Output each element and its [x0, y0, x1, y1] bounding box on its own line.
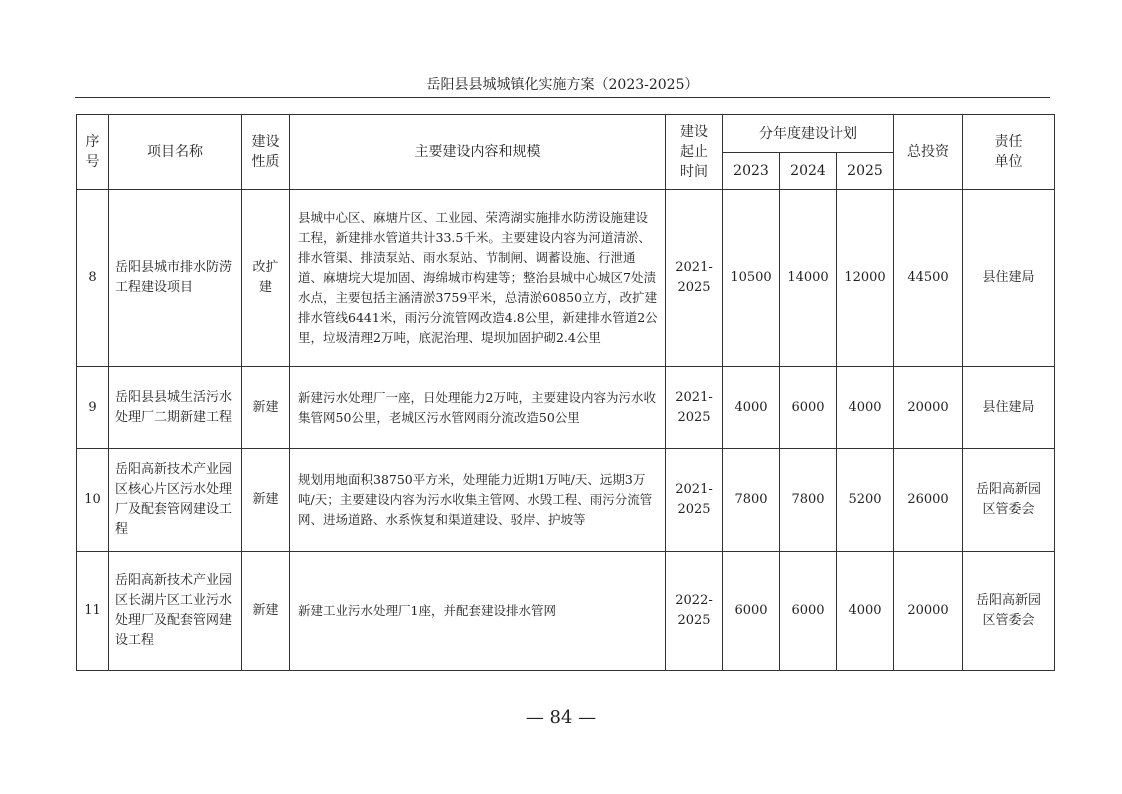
- header-seq: 序号: [77, 115, 109, 190]
- row-nature: 新建: [242, 367, 290, 449]
- row-content: 新建污水处理厂一座，日处理能力2万吨，主要建设内容为污水收集管网50公里，老城区污水管网雨分流改造50公里: [290, 367, 666, 449]
- row-plan-2023: 10500: [723, 190, 780, 367]
- project-table: [76, 114, 1055, 671]
- row-plan-2024: 14000: [780, 190, 837, 367]
- header-year-2023: 2023: [723, 153, 780, 190]
- row-plan-2024: 6000: [780, 552, 837, 671]
- row-content: 规划用地面积38750平方米，处理能力近期1万吨/天、远期3万吨/天；主要建设内容为污水收集主管网、水毁工程、雨污分流管网、进场道路、水系恢复和渠道建设、驳岸、护坡等: [290, 449, 666, 552]
- row-plan-2023: 4000: [723, 367, 780, 449]
- row-project-name: 岳阳县城市排水防涝工程建设项目: [109, 190, 242, 367]
- table-row: [77, 367, 1055, 449]
- table-row: [77, 449, 1055, 552]
- row-plan-2024: 7800: [780, 449, 837, 552]
- row-project-name: 岳阳高新技术产业园区长湖片区工业污水处理厂及配套管网建设工程: [109, 552, 242, 671]
- row-seq: 9: [77, 367, 109, 449]
- row-content: 新建工业污水处理厂1座，并配套建设排水管网: [290, 552, 666, 671]
- row-total: 26000: [894, 449, 963, 552]
- row-total: 20000: [894, 367, 963, 449]
- header-annual-plan: 分年度建设计划: [723, 115, 894, 153]
- page-number: — 84 —: [525, 707, 597, 728]
- header-year-2025: 2025: [837, 153, 894, 190]
- row-total: 20000: [894, 552, 963, 671]
- header-nature: 建设性质: [242, 115, 290, 190]
- row-total: 44500: [894, 190, 963, 367]
- row-plan-2024: 6000: [780, 367, 837, 449]
- row-nature: 改扩建: [242, 190, 290, 367]
- row-content: 县城中心区、麻塘片区、工业园、荣湾湖实施排水防涝设施建设工程，新建排水管道共计33.5千米。主要建设内容为河道清淤、排水管渠、排渍泵站、雨水泵站、节制闸、调蓄设施、行泄通道、麻塘垸大堤加固、海绵城市构建等；整治县城中心城区7处渍水点，主要包括主涵清淤3759平米，总清淤60850立方，改扩建排水管线6441米，雨污分流管网改造4.8公里，新建排水管道2公里，垃圾清理2万吨，底泥治理、堤坝加固护砌2.4公里: [290, 190, 666, 367]
- row-unit: 岳阳高新园区管委会: [963, 449, 1055, 552]
- row-project-name: 岳阳高新技术产业园区核心片区污水处理厂及配套管网建设工程: [109, 449, 242, 552]
- row-period: 2021-2025: [666, 449, 723, 552]
- header-year-2024: 2024: [780, 153, 837, 190]
- header-period: 建设起止时间: [666, 115, 723, 190]
- table-row: [77, 190, 1055, 367]
- row-nature: 新建: [242, 552, 290, 671]
- row-period: 2021-2025: [666, 367, 723, 449]
- row-period: 2021-2025: [666, 190, 723, 367]
- header-content: 主要建设内容和规模: [290, 115, 666, 190]
- table-row: [77, 552, 1055, 671]
- page-header-title: 岳阳县县城城镇化实施方案（2023-2025）: [426, 77, 699, 93]
- header-total: 总投资: [894, 115, 963, 190]
- row-unit: 岳阳高新园区管委会: [963, 552, 1055, 671]
- row-plan-2023: 6000: [723, 552, 780, 671]
- row-unit: 县住建局: [963, 190, 1055, 367]
- row-period: 2022-2025: [666, 552, 723, 671]
- header-project-name: 项目名称: [109, 115, 242, 190]
- row-seq: 8: [77, 190, 109, 367]
- row-plan-2023: 7800: [723, 449, 780, 552]
- header-unit: 责任单位: [963, 115, 1055, 190]
- row-plan-2025: 4000: [837, 367, 894, 449]
- row-plan-2025: 4000: [837, 552, 894, 671]
- header-divider: [75, 97, 1050, 98]
- row-seq: 11: [77, 552, 109, 671]
- row-seq: 10: [77, 449, 109, 552]
- row-plan-2025: 12000: [837, 190, 894, 367]
- row-project-name: 岳阳县县城生活污水处理厂二期新建工程: [109, 367, 242, 449]
- row-unit: 县住建局: [963, 367, 1055, 449]
- row-nature: 新建: [242, 449, 290, 552]
- row-plan-2025: 5200: [837, 449, 894, 552]
